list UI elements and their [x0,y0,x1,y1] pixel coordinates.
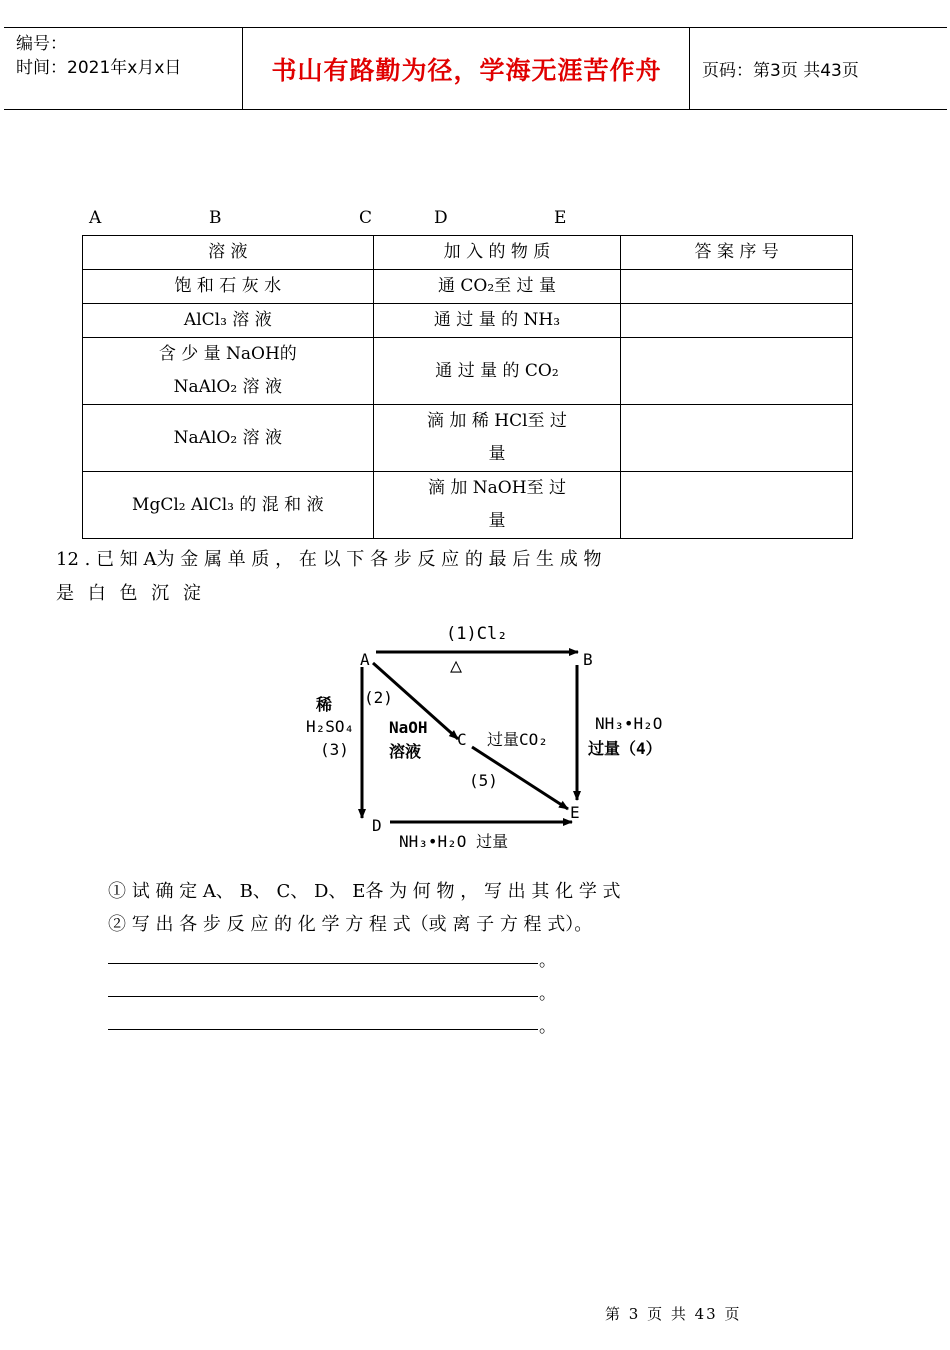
cell-added: 通 过 量 的 NH₃ [373,304,621,338]
cell-added: 通 CO₂至 过 量 [373,270,621,304]
table-row [83,472,853,539]
cell-added: 通 过 量 的 CO₂ [373,338,621,405]
step3-l1: 稀 [316,695,333,714]
step2-label: (2) [364,688,393,707]
reaction-table [82,235,853,539]
option-e: E [554,208,567,228]
option-b: B [209,208,222,228]
page-header [4,27,947,110]
step4-l2: 过量（4） [588,739,662,758]
cell-answer[interactable] [621,270,853,304]
table-row [83,338,853,405]
cell-line: 量 [488,444,506,464]
option-c: C [359,208,373,228]
step2-reagent-l2: 溶液 [389,742,422,761]
step5-reagent: 过量CO₂ [487,730,548,749]
question-12-line2: 是 白 色 沉 淀 [56,583,205,604]
step3-l3: (3) [320,740,349,759]
option-a: A [89,208,102,228]
cell-line: 滴 加 稀 HCl至 过 [427,411,567,431]
bottom-reagent-label: NH₃•H₂O 过量 [399,832,509,851]
answer-line[interactable] [108,962,538,964]
cell-solution: NaAlO₂ 溶 液 [83,405,374,472]
header-page-info: 页码：第3页 共43页 [702,61,859,81]
node-b: B [583,650,593,669]
answer-period: 。 [539,1017,556,1037]
step3-l2: H₂SO₄ [306,717,355,736]
step1-label: (1)Cl₂ [446,624,508,644]
table-row [83,270,853,304]
node-e: E [570,803,580,822]
cell-solution: 饱 和 石 灰 水 [83,270,374,304]
motto: 书山有路勤为径，学海无涯苦作舟 [271,55,662,85]
cell-answer[interactable] [621,338,853,405]
question-12-line1: 12 . 已 知 A为 金 属 单 质 ， 在 以 下 各 步 反 应 的 最 后 生 成 物 [56,549,602,570]
page-footer: 第 3 页 共 43 页 [605,1305,742,1323]
cell-line: 滴 加 NaOH至 过 [427,478,566,498]
node-d: D [372,816,382,835]
table-header-row [83,236,853,270]
cell-solution [83,338,374,405]
cell-line: 量 [488,511,506,531]
cell-solution: AlCl₃ 溶 液 [83,304,374,338]
step4-l1: NH₃•H₂O [595,714,663,733]
time-label: 时间：2021年x月x日 [16,58,182,78]
header-motto-cell [244,28,690,109]
number-label: 编号： [16,34,67,54]
option-d: D [434,208,448,228]
step5-label: (5) [469,771,498,790]
answer-period: 。 [539,984,556,1004]
col-header-answer: 答 案 序 号 [621,236,853,270]
node-c: C [457,730,467,749]
header-meta [4,28,243,109]
cell-added [373,405,621,472]
cell-line: 含 少 量 NaOH的 [158,344,297,364]
col-header-solution: 溶 液 [83,236,374,270]
heat-symbol: △ [450,653,463,677]
cell-answer[interactable] [621,304,853,338]
node-a: A [360,650,370,669]
cell-added [373,472,621,539]
sub-question-2: ② 写 出 各 步 反 应 的 化 学 方 程 式（或 离 子 方 程 式）。 [108,914,593,935]
cell-solution: MgCl₂ AlCl₃ 的 混 和 液 [83,472,374,539]
cell-line: NaAlO₂ 溶 液 [173,377,282,397]
cell-answer[interactable] [621,472,853,539]
sub-question-1: ① 试 确 定 A、 B、 C、 D、 E各 为 何 物 ， 写 出 其 化 学 式 [108,881,621,902]
answer-line[interactable] [108,1028,538,1030]
answer-line[interactable] [108,995,538,997]
cell-answer[interactable] [621,405,853,472]
reaction-diagram [300,615,680,860]
step2-reagent-l1: NaOH [389,718,428,737]
answer-period: 。 [539,951,556,971]
table-row [83,304,853,338]
col-header-added: 加 入 的 物 质 [373,236,621,270]
table-row [83,405,853,472]
